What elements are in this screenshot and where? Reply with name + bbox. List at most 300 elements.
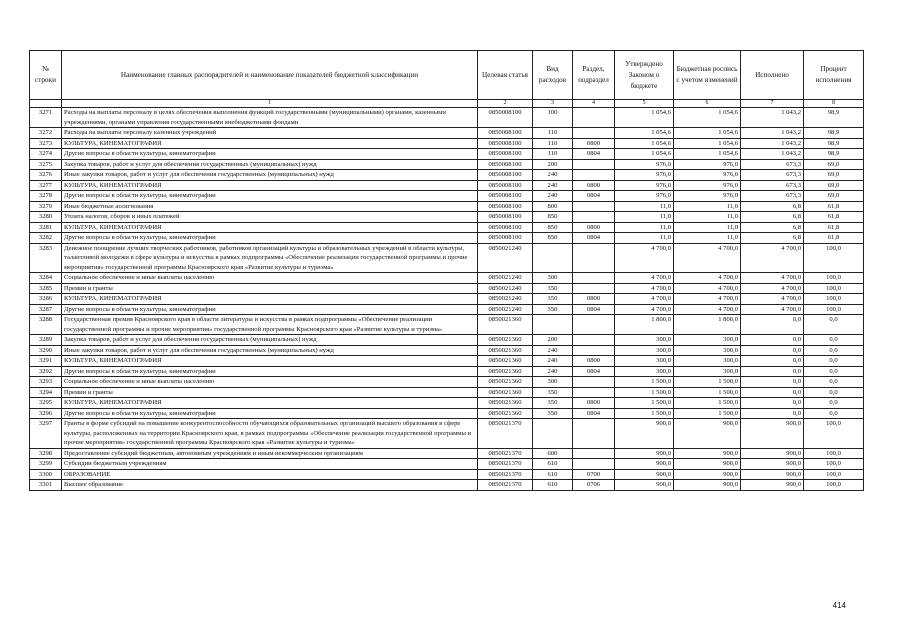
executed-amount: 900,0 (741, 480, 804, 491)
target-article: 0850008100 (478, 212, 533, 223)
budget-painting-amount: 11,0 (674, 222, 741, 233)
expense-type: 200 (533, 159, 573, 170)
executed-amount: 900,0 (741, 448, 804, 459)
expense-type: 350 (533, 408, 573, 419)
table-row (30, 283, 864, 294)
execution-percent: 100,0 (804, 243, 864, 273)
section-code (573, 315, 615, 335)
expense-type: 600 (533, 448, 573, 459)
budget-painting-amount: 300,0 (674, 356, 741, 367)
table-row (30, 149, 864, 160)
row-name: Гранты в форме субсидий на повышение конкурентоспособности обучающихся образовательных организаций высшего образования в сфере культуры, расположенных на территории Красноярского края, в рамках подпрограммы «Обеспечение реализации государственной программы и прочие мероприятия» государственной программы Красноярского края «Развитие культуры и туризма» (62, 419, 478, 449)
expense-type: 300 (533, 377, 573, 388)
budget-painting-amount: 1 054,6 (674, 108, 741, 128)
row-number: 3300 (30, 469, 62, 480)
row-name: Государственная премия Красноярского края в области литературы и искусства в рамках подпрограммы «Обеспечение реализации государственной программы и прочие мероприятия» государственной программы Красноярского края «Развитие культуры и туризма» (62, 315, 478, 335)
budget-painting-amount: 1 500,0 (674, 398, 741, 409)
approved-amount: 300,0 (615, 345, 674, 356)
execution-percent: 100,0 (804, 469, 864, 480)
table-row (30, 480, 864, 491)
table-row (30, 419, 864, 449)
row-name: КУЛЬТУРА, КИНЕМАТОГРАФИЯ (62, 356, 478, 367)
expense-type: 350 (533, 283, 573, 294)
table-row (30, 345, 864, 356)
executed-amount: 6,8 (741, 201, 804, 212)
table-row (30, 294, 864, 305)
row-number: 3285 (30, 283, 62, 294)
row-name: КУЛЬТУРА, КИНЕМАТОГРАФИЯ (62, 398, 478, 409)
budget-painting-amount: 300,0 (674, 335, 741, 346)
target-article: 0850021370 (478, 469, 533, 480)
row-name: Иные бюджетные ассигнования (62, 201, 478, 212)
header-approved: Утверждено Законом о бюджете (615, 51, 674, 100)
section-code (573, 283, 615, 294)
target-article: 0850021360 (478, 377, 533, 388)
section-code: 0800 (573, 180, 615, 191)
approved-amount: 11,0 (615, 212, 674, 223)
approved-amount: 976,0 (615, 180, 674, 191)
expense-type: 350 (533, 294, 573, 305)
table-row (30, 377, 864, 388)
executed-amount: 4 700,0 (741, 243, 804, 273)
expense-type: 350 (533, 387, 573, 398)
expense-type: 100 (533, 108, 573, 128)
header-row-number: № строки (30, 51, 62, 100)
execution-percent: 0,0 (804, 345, 864, 356)
expense-type: 850 (533, 222, 573, 233)
column-number-row (30, 100, 864, 108)
row-name: Уплата налогов, сборов и иных платежей (62, 212, 478, 223)
execution-percent: 69,0 (804, 180, 864, 191)
row-name: Расходы на выплаты персоналу в целях обеспечения выполнения функций государственными (муниципальными) органами, казенными учреждениями, органами управления государственными внебюджетными фондами (62, 108, 478, 128)
row-number: 3273 (30, 138, 62, 149)
section-code: 0804 (573, 408, 615, 419)
row-number: 3283 (30, 243, 62, 273)
target-article: 0850008100 (478, 138, 533, 149)
section-code: 0706 (573, 480, 615, 491)
budget-painting-amount: 300,0 (674, 366, 741, 377)
table-row (30, 448, 864, 459)
execution-percent: 0,0 (804, 356, 864, 367)
executed-amount: 4 700,0 (741, 283, 804, 294)
row-number: 3297 (30, 419, 62, 449)
header-budget-painting: Бюджетная роспись с учетом изменений (674, 51, 741, 100)
target-article: 0850021240 (478, 273, 533, 284)
row-number: 3289 (30, 335, 62, 346)
target-article: 0850008100 (478, 170, 533, 181)
row-name: Социальное обеспечение и иные выплаты населению (62, 377, 478, 388)
row-name: Иные закупки товаров, работ и услуг для обеспечения государственных (муниципальных) нужд (62, 170, 478, 181)
execution-percent: 100,0 (804, 294, 864, 305)
approved-amount: 11,0 (615, 233, 674, 244)
expense-type (533, 315, 573, 335)
target-article: 0850008100 (478, 159, 533, 170)
approved-amount: 1 500,0 (615, 398, 674, 409)
execution-percent: 100,0 (804, 480, 864, 491)
expense-type: 850 (533, 212, 573, 223)
budget-painting-amount: 900,0 (674, 469, 741, 480)
page-number: 414 (832, 601, 846, 610)
target-article: 0850021360 (478, 366, 533, 377)
section-code: 0804 (573, 149, 615, 160)
target-article: 0850021240 (478, 243, 533, 273)
section-code (573, 335, 615, 346)
table-row (30, 335, 864, 346)
header-section: Раздел, подраздел (573, 51, 615, 100)
executed-amount: 6,8 (741, 222, 804, 233)
approved-amount: 900,0 (615, 480, 674, 491)
table-row (30, 273, 864, 284)
execution-percent: 0,0 (804, 366, 864, 377)
execution-percent: 0,0 (804, 377, 864, 388)
budget-table (29, 50, 864, 491)
header-name: Наименование главных распорядителей и наименование показателей бюджетной классификации (62, 51, 478, 100)
expense-type: 610 (533, 459, 573, 470)
executed-amount: 0,0 (741, 398, 804, 409)
row-number: 3296 (30, 408, 62, 419)
row-number: 3274 (30, 149, 62, 160)
target-article: 0850008100 (478, 108, 533, 128)
budget-painting-amount: 1 054,6 (674, 128, 741, 139)
header-percent: Процент исполнения (804, 51, 864, 100)
budget-painting-amount: 900,0 (674, 480, 741, 491)
budget-painting-amount: 976,0 (674, 170, 741, 181)
approved-amount: 11,0 (615, 222, 674, 233)
approved-amount: 4 700,0 (615, 243, 674, 273)
approved-amount: 1 500,0 (615, 377, 674, 388)
expense-type: 240 (533, 356, 573, 367)
expense-type: 240 (533, 170, 573, 181)
row-number: 3278 (30, 191, 62, 202)
approved-amount: 976,0 (615, 191, 674, 202)
section-code (573, 448, 615, 459)
row-number: 3276 (30, 170, 62, 181)
budget-painting-amount: 1 500,0 (674, 408, 741, 419)
section-code: 0804 (573, 366, 615, 377)
table-row (30, 398, 864, 409)
executed-amount: 4 700,0 (741, 273, 804, 284)
row-name: КУЛЬТУРА, КИНЕМАТОГРАФИЯ (62, 294, 478, 305)
execution-percent: 0,0 (804, 387, 864, 398)
budget-painting-amount: 1 500,0 (674, 377, 741, 388)
budget-painting-amount: 11,0 (674, 212, 741, 223)
execution-percent: 61,8 (804, 212, 864, 223)
execution-percent: 100,0 (804, 459, 864, 470)
table-row (30, 180, 864, 191)
header-target-article: Целевая статья (478, 51, 533, 100)
row-name: КУЛЬТУРА, КИНЕМАТОГРАФИЯ (62, 138, 478, 149)
executed-amount: 0,0 (741, 377, 804, 388)
expense-type: 350 (533, 398, 573, 409)
executed-amount: 900,0 (741, 459, 804, 470)
target-article: 0850021360 (478, 315, 533, 335)
budget-painting-amount: 11,0 (674, 233, 741, 244)
execution-percent: 69,0 (804, 159, 864, 170)
approved-amount: 976,0 (615, 159, 674, 170)
section-code (573, 377, 615, 388)
execution-percent: 98,9 (804, 108, 864, 128)
executed-amount: 900,0 (741, 469, 804, 480)
row-name: Закупка товаров, работ и услуг для обеспечения государственных (муниципальных) нужд (62, 159, 478, 170)
row-number: 3295 (30, 398, 62, 409)
row-name: Другие вопросы в области культуры, кинематографии (62, 408, 478, 419)
expense-type: 110 (533, 138, 573, 149)
approved-amount: 1 054,6 (615, 108, 674, 128)
section-code (573, 201, 615, 212)
row-name: Высшее образование (62, 480, 478, 491)
row-name: Субсидии бюджетным учреждениям (62, 459, 478, 470)
table-row (30, 128, 864, 139)
executed-amount: 4 700,0 (741, 294, 804, 305)
header-row (30, 51, 864, 100)
execution-percent: 100,0 (804, 273, 864, 284)
row-number: 3298 (30, 448, 62, 459)
approved-amount: 4 700,0 (615, 304, 674, 315)
budget-painting-amount: 1 054,6 (674, 149, 741, 160)
target-article: 0850021370 (478, 448, 533, 459)
execution-percent: 0,0 (804, 335, 864, 346)
header-executed: Исполнено (741, 51, 804, 100)
row-name: Закупка товаров, работ и услуг для обеспечения государственных (муниципальных) нужд (62, 335, 478, 346)
table-row (30, 459, 864, 470)
row-number: 3290 (30, 345, 62, 356)
target-article: 0850008100 (478, 149, 533, 160)
section-code (573, 128, 615, 139)
target-article: 0850021370 (478, 459, 533, 470)
approved-amount: 4 700,0 (615, 294, 674, 305)
approved-amount: 300,0 (615, 366, 674, 377)
section-code (573, 108, 615, 128)
budget-painting-amount: 1 054,6 (674, 138, 741, 149)
target-article: 0850021360 (478, 408, 533, 419)
table-row (30, 191, 864, 202)
row-number: 3277 (30, 180, 62, 191)
expense-type: 610 (533, 469, 573, 480)
expense-type: 200 (533, 335, 573, 346)
row-number: 3279 (30, 201, 62, 212)
execution-percent: 100,0 (804, 283, 864, 294)
executed-amount: 1 043,2 (741, 138, 804, 149)
execution-percent: 98,9 (804, 128, 864, 139)
executed-amount: 4 700,0 (741, 304, 804, 315)
approved-amount: 1 054,6 (615, 149, 674, 160)
column-number: 4 (573, 100, 615, 108)
table-row (30, 170, 864, 181)
execution-percent: 61,8 (804, 222, 864, 233)
executed-amount: 673,3 (741, 191, 804, 202)
section-code: 0700 (573, 469, 615, 480)
budget-painting-amount: 900,0 (674, 448, 741, 459)
execution-percent: 0,0 (804, 315, 864, 335)
section-code (573, 170, 615, 181)
table-row (30, 212, 864, 223)
row-name: КУЛЬТУРА, КИНЕМАТОГРАФИЯ (62, 222, 478, 233)
approved-amount: 900,0 (615, 469, 674, 480)
table-row (30, 469, 864, 480)
execution-percent: 98,9 (804, 138, 864, 149)
approved-amount: 4 700,0 (615, 283, 674, 294)
approved-amount: 300,0 (615, 335, 674, 346)
row-name: Предоставление субсидий бюджетным, автономным учреждениям и иным некоммерческим организациям (62, 448, 478, 459)
executed-amount: 0,0 (741, 366, 804, 377)
approved-amount: 900,0 (615, 419, 674, 449)
section-code (573, 159, 615, 170)
approved-amount: 1 800,0 (615, 315, 674, 335)
section-code (573, 212, 615, 223)
approved-amount: 976,0 (615, 170, 674, 181)
row-number: 3272 (30, 128, 62, 139)
row-number: 3275 (30, 159, 62, 170)
expense-type: 110 (533, 149, 573, 160)
row-number: 3287 (30, 304, 62, 315)
section-code (573, 273, 615, 284)
column-number: 7 (741, 100, 804, 108)
expense-type: 610 (533, 480, 573, 491)
budget-painting-amount: 900,0 (674, 419, 741, 449)
section-code: 0804 (573, 233, 615, 244)
executed-amount: 673,3 (741, 180, 804, 191)
budget-painting-amount: 11,0 (674, 201, 741, 212)
executed-amount: 0,0 (741, 356, 804, 367)
approved-amount: 11,0 (615, 201, 674, 212)
column-number: 6 (674, 100, 741, 108)
table-row (30, 222, 864, 233)
executed-amount: 0,0 (741, 387, 804, 398)
row-number: 3299 (30, 459, 62, 470)
approved-amount: 4 700,0 (615, 273, 674, 284)
target-article: 0850008100 (478, 233, 533, 244)
row-number: 3301 (30, 480, 62, 491)
target-article: 0850008100 (478, 222, 533, 233)
table-row (30, 201, 864, 212)
approved-amount: 1 054,6 (615, 138, 674, 149)
row-number: 3294 (30, 387, 62, 398)
table-row (30, 159, 864, 170)
executed-amount: 1 043,2 (741, 128, 804, 139)
expense-type: 300 (533, 273, 573, 284)
expense-type (533, 419, 573, 449)
execution-percent: 61,8 (804, 233, 864, 244)
target-article: 0850021360 (478, 387, 533, 398)
row-number: 3271 (30, 108, 62, 128)
row-number: 3288 (30, 315, 62, 335)
target-article: 0850021240 (478, 294, 533, 305)
row-name: ОБРАЗОВАНИЕ (62, 469, 478, 480)
budget-painting-amount: 976,0 (674, 159, 741, 170)
column-number: 1 (62, 100, 478, 108)
row-name: Социальное обеспечение и иные выплаты населению (62, 273, 478, 284)
target-article: 0850021240 (478, 283, 533, 294)
target-article: 0850021360 (478, 345, 533, 356)
executed-amount: 673,3 (741, 159, 804, 170)
header-expense-type: Вид расходов (533, 51, 573, 100)
table-row (30, 233, 864, 244)
table-row (30, 315, 864, 335)
expense-type (533, 243, 573, 273)
row-name: Другие вопросы в области культуры, кинематографии (62, 233, 478, 244)
target-article: 0850008100 (478, 201, 533, 212)
target-article: 0850021240 (478, 304, 533, 315)
section-code: 0800 (573, 356, 615, 367)
row-name: Другие вопросы в области культуры, кинематографии (62, 366, 478, 377)
row-name: Премии и гранты (62, 283, 478, 294)
expense-type: 240 (533, 366, 573, 377)
executed-amount: 6,8 (741, 233, 804, 244)
target-article: 0850021360 (478, 398, 533, 409)
execution-percent: 69,0 (804, 191, 864, 202)
row-number: 3281 (30, 222, 62, 233)
budget-painting-amount: 1 500,0 (674, 387, 741, 398)
section-code: 0804 (573, 191, 615, 202)
row-name: Денежное поощрение лучших творческих работников, работников организаций культуры и образовательных учреждений в области культуры, талантливой молодежи в сфере культуры и искусства в рамках подпрограммы «Обеспечение реализации государственной программы и прочие мероприятия» государственной программы Красноярского края «Развитие культуры и туризма» (62, 243, 478, 273)
approved-amount: 1 500,0 (615, 387, 674, 398)
executed-amount: 0,0 (741, 345, 804, 356)
table-row (30, 387, 864, 398)
table-row (30, 408, 864, 419)
table-row (30, 138, 864, 149)
execution-percent: 61,8 (804, 201, 864, 212)
section-code: 0800 (573, 138, 615, 149)
budget-painting-amount: 1 800,0 (674, 315, 741, 335)
section-code (573, 345, 615, 356)
table-row (30, 108, 864, 128)
approved-amount: 300,0 (615, 356, 674, 367)
target-article: 0850021360 (478, 335, 533, 346)
executed-amount: 0,0 (741, 408, 804, 419)
column-number: 8 (804, 100, 864, 108)
column-number: 2 (478, 100, 533, 108)
table-row (30, 356, 864, 367)
budget-painting-amount: 900,0 (674, 459, 741, 470)
row-name: Другие вопросы в области культуры, кинематографии (62, 191, 478, 202)
section-code (573, 243, 615, 273)
budget-painting-amount: 4 700,0 (674, 304, 741, 315)
executed-amount: 673,3 (741, 170, 804, 181)
row-number: 3292 (30, 366, 62, 377)
expense-type: 240 (533, 191, 573, 202)
row-name: Расходы на выплаты персоналу казенных учреждений (62, 128, 478, 139)
approved-amount: 900,0 (615, 448, 674, 459)
budget-painting-amount: 976,0 (674, 191, 741, 202)
execution-percent: 100,0 (804, 304, 864, 315)
table-row (30, 304, 864, 315)
expense-type: 800 (533, 201, 573, 212)
column-number (30, 100, 62, 108)
execution-percent: 0,0 (804, 398, 864, 409)
execution-percent: 100,0 (804, 419, 864, 449)
expense-type: 240 (533, 345, 573, 356)
section-code: 0800 (573, 398, 615, 409)
row-number: 3284 (30, 273, 62, 284)
expense-type: 110 (533, 128, 573, 139)
budget-painting-amount: 976,0 (674, 180, 741, 191)
row-name: Другие вопросы в области культуры, кинематографии (62, 149, 478, 160)
budget-painting-amount: 4 700,0 (674, 283, 741, 294)
expense-type: 850 (533, 233, 573, 244)
executed-amount: 1 043,2 (741, 108, 804, 128)
target-article: 0850008100 (478, 191, 533, 202)
execution-percent: 98,9 (804, 149, 864, 160)
executed-amount: 0,0 (741, 335, 804, 346)
row-number: 3280 (30, 212, 62, 223)
target-article: 0850008100 (478, 128, 533, 139)
execution-percent: 69,0 (804, 170, 864, 181)
executed-amount: 1 043,2 (741, 149, 804, 160)
approved-amount: 1 500,0 (615, 408, 674, 419)
budget-painting-amount: 300,0 (674, 345, 741, 356)
row-name: Премии и гранты (62, 387, 478, 398)
expense-type: 240 (533, 180, 573, 191)
